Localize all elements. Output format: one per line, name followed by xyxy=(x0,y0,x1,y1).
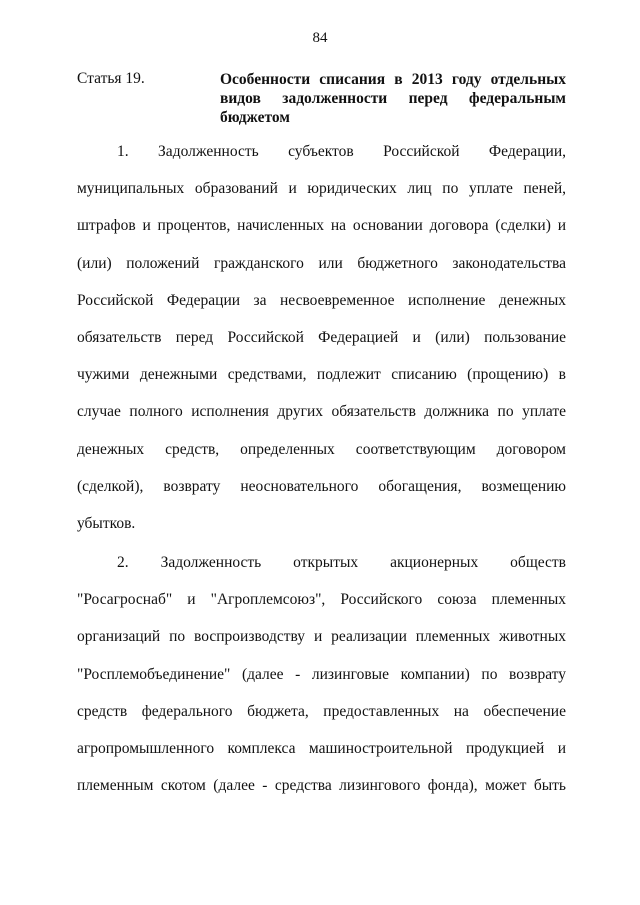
paragraph-line: "Росплемобъединение" (далее - лизинговые компании) по возврату xyxy=(77,665,566,683)
paragraph-line: (или) положений гражданского или бюджетного законодательства xyxy=(77,254,566,272)
paragraph-line: "Росагроснаб" и "Агроплемсоюз", Российского союза племенных xyxy=(77,591,566,609)
paragraph-line: 2. Задолженность открытых акционерных обществ xyxy=(117,554,566,572)
paragraph-line: муниципальных образований и юридических лиц по уплате пеней, xyxy=(77,180,566,198)
paragraph-line: агропромышленного комплекса машиностроительной продукцией и xyxy=(77,740,566,757)
paragraph-line: организаций по воспроизводству и реализации племенных животных xyxy=(77,628,566,646)
paragraph-line: убытков. xyxy=(77,514,136,532)
paragraph-line: денежных средств, определенных соответствующим договором xyxy=(77,440,566,458)
article-label: Статья 19. xyxy=(77,70,145,87)
paragraph-line: Российской Федерации за несвоевременное исполнение денежных xyxy=(77,291,566,309)
paragraph-1 xyxy=(77,139,566,548)
paragraph-line: случае полного исполнения других обязательств должника по уплате xyxy=(77,403,566,421)
article-title-line: Особенности списания в 2013 году отдельных xyxy=(220,71,566,88)
paragraph-line: штрафов и процентов, начисленных на основании договора (сделки) и xyxy=(77,217,566,235)
paragraph-line: чужими денежными средствами, подлежит списанию (прощению) в xyxy=(77,366,566,384)
paragraph-line: обязательств перед Российской Федерацией и (или) пользование xyxy=(77,328,566,346)
paragraph-2 xyxy=(77,550,566,810)
article-title xyxy=(220,70,566,127)
paragraph-line: 1. Задолженность субъектов Российской Федерации, xyxy=(117,143,566,160)
page-number: 84 xyxy=(312,30,328,46)
paragraph-line: племенным скотом (далее - средства лизингового фонда), может быть xyxy=(77,777,566,795)
article-title-line: бюджетом xyxy=(220,109,290,126)
paragraph-line: (сделкой), возврату неосновательного обогащения, возмещению xyxy=(77,477,566,495)
article-body xyxy=(77,139,566,810)
article-title-line: видов задолженности перед федеральным xyxy=(220,90,566,107)
paragraph-line: средств федерального бюджета, предоставленных на обеспечение xyxy=(77,702,566,720)
